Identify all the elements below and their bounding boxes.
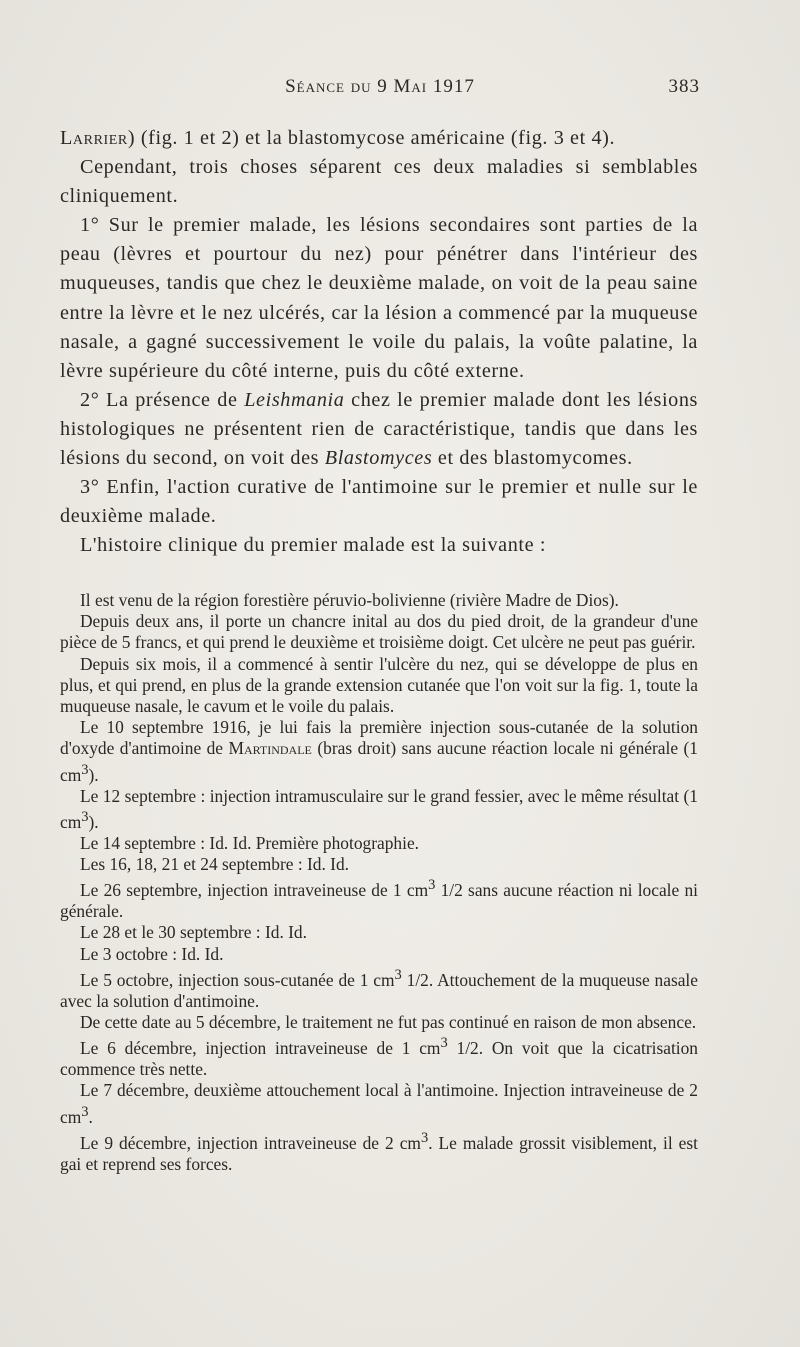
paragraph: L'histoire clinique du premier malade est la suivante : xyxy=(80,534,547,557)
paragraph-text: ) (fig. 1 et 2) et la blastomycose américaine (fig. 3 et 4). xyxy=(127,127,616,149)
superscript: 3 xyxy=(81,808,89,825)
author-name: Martindale xyxy=(228,738,312,759)
case-entry: Les 16, 18, 21 et 24 septembre : Id. Id. xyxy=(80,854,350,875)
case-entry xyxy=(60,717,698,785)
case-entry xyxy=(60,786,698,833)
genus-name: Leishmania xyxy=(244,388,345,411)
case-entry: Le 3 octobre : Id. Id. xyxy=(80,943,224,964)
case-entry: De cette date au 5 décembre, le traitement ne fut pas continué en raison de mon absence. xyxy=(80,1012,697,1033)
paragraph-text: et des blastomycomes. xyxy=(432,447,633,470)
superscript: 3 xyxy=(394,966,402,983)
paragraph: 1° Sur le premier malade, les lésions secondaires sont parties de la peau (lèvres et pourtour du nez) pour pénétrer dans l'intérieur des muqueuses, tandis que chez le deuxième malade, on voit de la peau saine entre la lèvre et le nez ulcérés, car la lésion a commencé par la muqueuse nasale, a gagné successivement le voile du palais, la voûte palatine, la lèvre supérieure du côté interne, puis du côté externe. xyxy=(60,214,698,382)
main-text xyxy=(60,124,698,560)
paragraph-text: 2° La présence de xyxy=(80,388,245,411)
paragraph-text: chez le premier malade dont les lésions histologiques ne présentent rien de caractéristique, tandis que dans les lésions du second, on voit des xyxy=(60,388,698,470)
page-number: 383 xyxy=(668,76,700,97)
case-entry: Il est venu de la région forestière péruvio-bolivienne (rivière Madre de Dios). xyxy=(80,590,619,610)
entry-text: Le 6 décembre, injection intraveineuse de 1 cm xyxy=(80,1038,441,1059)
paragraph xyxy=(60,386,698,473)
entry-text: . Le malade grossit visiblement, il est gai et reprend ses forces. xyxy=(60,1132,698,1174)
case-entry: Le 28 et le 30 septembre : Id. Id. xyxy=(80,922,307,943)
running-title: Séance du 9 Mai 1917 xyxy=(285,76,475,97)
case-entry: Le 14 septembre : Id. Id. Première photographie. xyxy=(80,832,420,853)
superscript: 3 xyxy=(440,1035,448,1052)
entry-text: Le 9 décembre, injection intraveineuse de 2 cm xyxy=(80,1132,421,1153)
entry-text: (bras droit) sans aucune réaction locale ni générale (1 cm xyxy=(60,738,698,785)
entry-text: 1/2. Attouchement de la muqueuse nasale avec la solution d'antimoine. xyxy=(60,969,698,1011)
author-name: Larrier xyxy=(60,127,128,149)
entry-text: 1/2 sans aucune réaction ni locale ni générale. xyxy=(60,880,698,922)
case-entry: Depuis deux ans, il porte un chancre inital au dos du pied droit, de la grandeur d'une pièce de 5 francs, et qui prend le deuxième et troisième doigt. Cet ulcère ne peut pas guérir. xyxy=(60,611,698,653)
superscript: 3 xyxy=(81,761,89,778)
entry-text: Le 5 octobre, injection sous-cutanée de 1 cm xyxy=(80,969,395,990)
case-entry xyxy=(60,1128,698,1175)
paragraph: Cependant, trois choses séparent ces deux maladies si semblables cliniquement. xyxy=(60,156,698,208)
entry-text: Le 7 décembre, deuxième attouchement local à l'antimoine. Injection intraveineuse de 2 cm xyxy=(60,1080,698,1127)
superscript: 3 xyxy=(428,877,436,894)
superscript: 3 xyxy=(81,1103,89,1120)
genus-name: Blastomyces xyxy=(324,447,433,470)
entry-text: Le 26 septembre, injection intraveineuse de 1 cm xyxy=(80,880,429,901)
entry-text: ). xyxy=(88,811,99,832)
case-entry xyxy=(60,1033,698,1080)
entry-text: . xyxy=(88,1106,93,1127)
entry-text: Le 12 septembre : injection intramusculaire sur le grand fessier, avec le même résultat (1 cm xyxy=(60,785,698,832)
paragraph xyxy=(60,124,698,153)
superscript: 3 xyxy=(420,1129,429,1146)
case-history xyxy=(60,590,698,1175)
case-entry xyxy=(60,875,698,922)
paragraph: 3° Enfin, l'action curative de l'antimoine sur le premier et nulle sur le deuxième malade. xyxy=(60,476,698,528)
case-entry xyxy=(60,965,698,1012)
case-entry: Depuis six mois, il a commencé à sentir l'ulcère du nez, qui se développe de plus en plus, et qui prend, en plus de la grande extension cutanée que l'on voit sur la fig. 1, toute la muqueuse nasale, le cavum et le voile du palais. xyxy=(60,653,698,717)
case-entry xyxy=(60,1080,698,1127)
running-header xyxy=(60,76,700,106)
entry-text: ). xyxy=(88,764,99,785)
entry-text: 1/2. On voit que la cicatrisation commence très nette. xyxy=(60,1038,698,1080)
entry-text: Le 10 septembre 1916, je lui fais la première injection sous-cutanée de la solution d'oxyde d'antimoine de xyxy=(60,717,698,759)
